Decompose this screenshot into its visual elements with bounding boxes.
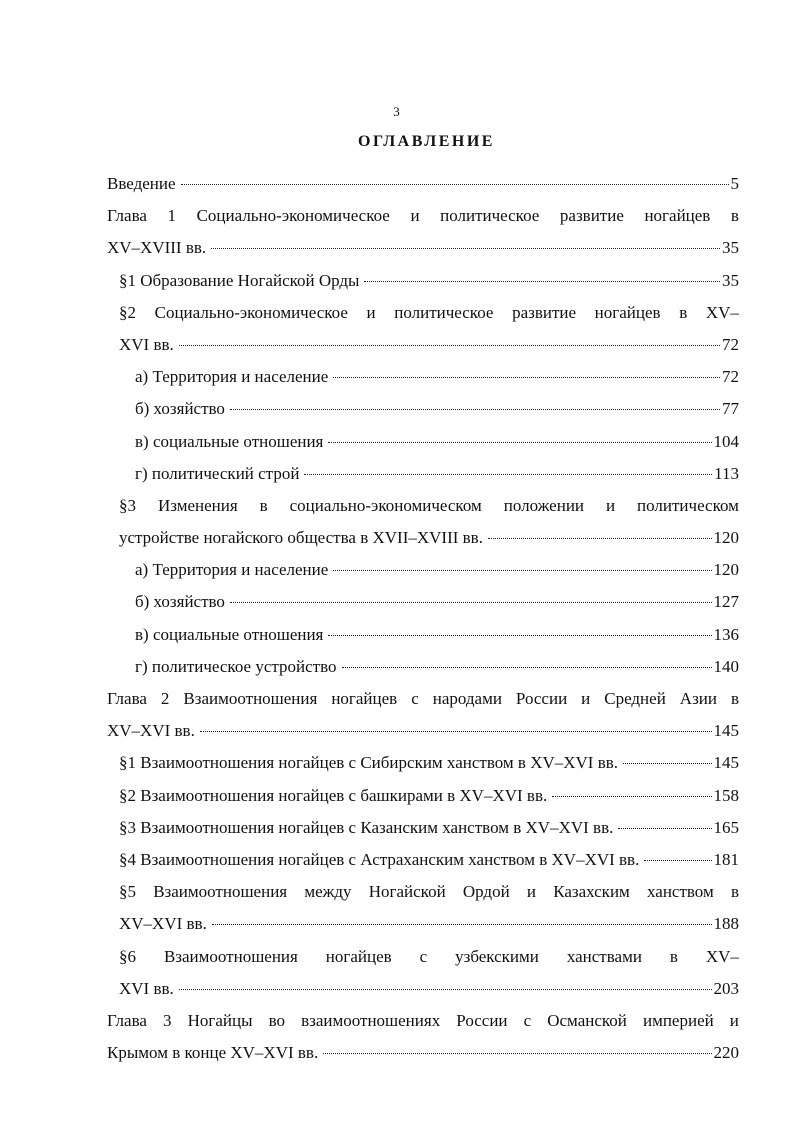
toc-entry-2-5-cont[interactable] [107,908,739,940]
toc-entry-word: в [730,689,739,708]
toc-entry-introduction[interactable] [107,168,739,200]
dot-leader [323,1053,711,1054]
dot-leader [230,602,712,603]
dot-leader [230,409,720,410]
toc-entry-word: и [729,1010,739,1030]
toc-entry-text: а) Территория и население [135,560,329,580]
dot-leader [333,570,711,571]
toc-entry-1-3-d[interactable] [107,651,739,683]
toc-entry-word: в [679,302,688,322]
dot-leader [328,635,711,636]
toc-entry-word: между [304,882,352,902]
toc-entry-chapter-2-cont[interactable] [107,715,739,747]
toc-entry-1-2-d[interactable] [107,458,739,490]
toc-entry-word: с [419,946,428,966]
dot-leader [342,667,712,668]
toc-entry-page: 145 [713,753,739,773]
toc-entry-text: б) хозяйство [135,592,225,612]
toc-entry-page: 165 [713,817,739,837]
toc-entry-word: ногайцев [644,206,711,226]
toc-entry-page: 113 [714,463,739,483]
toc-entry-word: §6 [119,946,136,966]
toc-entry-2-2[interactable] [107,780,739,812]
toc-entry-text: XVI вв. [119,978,174,998]
toc-entry-page: 120 [713,528,739,548]
toc-entry-word: §5 [119,882,136,902]
toc-entry-word: и [526,882,536,902]
toc-entry-page: 72 [722,367,739,387]
toc-entry-page: 72 [722,334,739,354]
toc-entry-page: 203 [713,978,739,998]
toc-entry-page: 35 [722,270,739,290]
toc-entry-text: XV–XVIII вв. [107,238,207,258]
dot-leader [364,281,720,282]
page-number: 3 [393,104,400,119]
toc-entry-word: с [523,1010,532,1030]
dot-leader [181,184,729,185]
toc-entry-word: Ногайцы [187,1010,253,1030]
toc-entry-page: 220 [713,1043,739,1063]
toc-entry-1-2-a[interactable] [107,361,739,393]
toc-entry-word: Средней [604,689,666,708]
toc-entry-page: 136 [713,624,739,644]
toc-entry-chapter-2[interactable] [107,683,739,715]
toc-entry-text: XV–XVI вв. [107,721,195,741]
dot-leader [179,345,720,346]
toc-entry-word: Взаимоотношения [163,946,298,966]
toc-entry-1-3-a[interactable] [107,554,739,586]
toc-entry-word: в [669,946,678,966]
toc-entry-word: §3 [119,495,136,515]
toc-entry-word: XV– [705,946,739,966]
toc-entry-page: 127 [713,592,739,612]
toc-entry-text: §3 Взаимоотношения ногайцев с Казанским ханством в XV–XVI вв. [119,817,614,837]
dot-leader [644,860,711,861]
toc-entry-word: Азии [679,689,717,708]
toc-entry-1-2-b[interactable] [107,393,739,425]
toc-entry-text: устройстве ногайского общества в XVII–XVIII вв. [119,528,483,548]
toc-entry-text: г) политический строй [135,463,300,483]
toc-entry-chapter-1[interactable] [107,200,739,232]
toc-entry-2-6-cont[interactable] [107,973,739,1005]
toc-entry-chapter-1-cont[interactable] [107,232,739,264]
dot-leader [618,828,711,829]
dot-leader [328,442,711,443]
toc-entry-word: и [410,206,420,226]
toc-entry-1-2-cont[interactable] [107,329,739,361]
toc-entry-page: 181 [713,849,739,869]
toc-entry-text: XV–XVI вв. [119,914,207,934]
dot-leader [200,731,712,732]
toc-entry-word: 2 [160,689,170,708]
toc-entry-text: Введение [107,174,176,193]
toc-entry-1-3-cont[interactable] [107,522,739,554]
toc-entry-text: §1 Образование Ногайской Орды [119,270,360,290]
toc-entry-word: Ордой [462,882,510,902]
toc-entry-1-3[interactable] [107,490,739,522]
toc-entry-word: и [366,302,376,322]
toc-entry-word: узбекскими [455,946,539,966]
toc-entry-word: Социально-экономическое [154,302,348,322]
toc-entry-word: ногайцев [325,946,392,966]
toc-entry-word: 1 [167,206,177,226]
toc-entry-page: 120 [713,560,739,580]
toc-entry-text: XVI вв. [119,334,174,354]
toc-entry-word: ханствами [566,946,642,966]
toc-entry-text: Крымом в конце XV–XVI вв. [107,1043,319,1063]
toc-entry-text: §1 Взаимоотношения ногайцев с Сибирским ханством в XV–XVI вв. [119,753,619,773]
toc-entry-2-6[interactable] [107,941,739,973]
toc-entry-word: Глава [107,1010,147,1030]
toc-title: ОГЛАВЛЕНИЕ [358,133,495,150]
toc-entry-2-3[interactable] [107,812,739,844]
toc-entry-word: развитие [512,302,577,322]
toc-entry-word: §2 [119,302,136,322]
toc-entry-1-1[interactable] [107,265,739,297]
toc-entry-word: положении [503,495,585,515]
toc-entry-word: 3 [163,1010,172,1030]
toc-entry-page: 5 [730,174,739,193]
toc-entry-word: во [268,1010,286,1030]
toc-entry-2-5[interactable] [107,876,739,908]
toc-entry-page: 104 [713,431,739,451]
toc-entry-word: политическое [440,206,540,226]
dot-leader [212,924,712,925]
toc-entry-word: Ногайской [368,882,446,902]
toc-entry-word: политическое [394,302,494,322]
toc-entry-word: Османской [547,1010,627,1030]
toc-entry-page: 158 [713,785,739,805]
toc-entry-word: Взаимоотношения [153,882,288,902]
toc-entry-page: 188 [713,914,739,934]
toc-entry-word: в [730,882,739,902]
toc-entry-1-3-c[interactable] [107,619,739,651]
toc-entry-2-1[interactable] [107,747,739,779]
toc-entry-word: Казахским [553,882,630,902]
dot-leader [304,474,712,475]
toc-entry-word: народами [432,689,502,708]
toc-entry-page: 140 [713,656,739,676]
toc-entry-1-2-c[interactable] [107,426,739,458]
toc-entry-1-3-b[interactable] [107,586,739,618]
toc-entry-2-4[interactable] [107,844,739,876]
toc-entry-word: и [605,495,616,515]
toc-entry-page: 35 [722,238,739,258]
toc-entry-word: империей [642,1010,714,1030]
toc-entry-word: XV– [705,302,739,322]
toc-entry-word: Глава [107,689,147,708]
dot-leader [623,763,711,764]
toc-entry-text: г) политическое устройство [135,656,337,676]
toc-entry-word: ханством [647,882,714,902]
toc-entry-word: в [259,495,268,515]
toc-entry-text: а) Территория и население [135,367,329,387]
toc-entry-text: §4 Взаимоотношения ногайцев с Астраханским ханством в XV–XVI вв. [119,849,640,869]
toc-entry-word: Взаимоотношения [183,689,318,708]
toc-entry-word: развитие [559,206,624,226]
dot-leader [333,377,720,378]
toc-entry-page: 77 [722,399,739,419]
dot-leader [179,989,712,990]
toc-entry-word: Глава [107,206,147,226]
toc-entry-text: §2 Взаимоотношения ногайцев с башкирами в XV–XVI вв. [119,785,548,805]
toc-entry-1-2[interactable] [107,297,739,329]
dot-leader [488,538,712,539]
toc-entry-word: ногайцев [594,302,661,322]
toc-entry-word: России [456,1010,508,1030]
toc-entry-word: и [581,689,591,708]
toc-entry-word: ногайцев [331,689,398,708]
dot-leader [552,796,711,797]
toc-entry-word: социально-экономическом [289,495,482,515]
table-of-contents [107,168,739,1069]
toc-entry-chapter-3-cont[interactable] [107,1037,739,1069]
toc-entry-word: России [515,689,568,708]
toc-entry-word: Социально-экономическое [196,206,390,226]
dot-leader [211,248,720,249]
toc-entry-chapter-3[interactable] [107,1005,739,1037]
toc-entry-word: с [411,689,419,708]
toc-entry-word: в [730,206,739,226]
toc-entry-word: взаимоотношениях [301,1010,441,1030]
toc-entry-text: в) социальные отношения [135,431,324,451]
toc-entry-word: Изменения [157,495,238,515]
toc-entry-page: 145 [713,721,739,741]
toc-entry-text: б) хозяйство [135,399,225,419]
toc-entry-word: политическом [637,495,739,515]
toc-entry-text: в) социальные отношения [135,624,324,644]
